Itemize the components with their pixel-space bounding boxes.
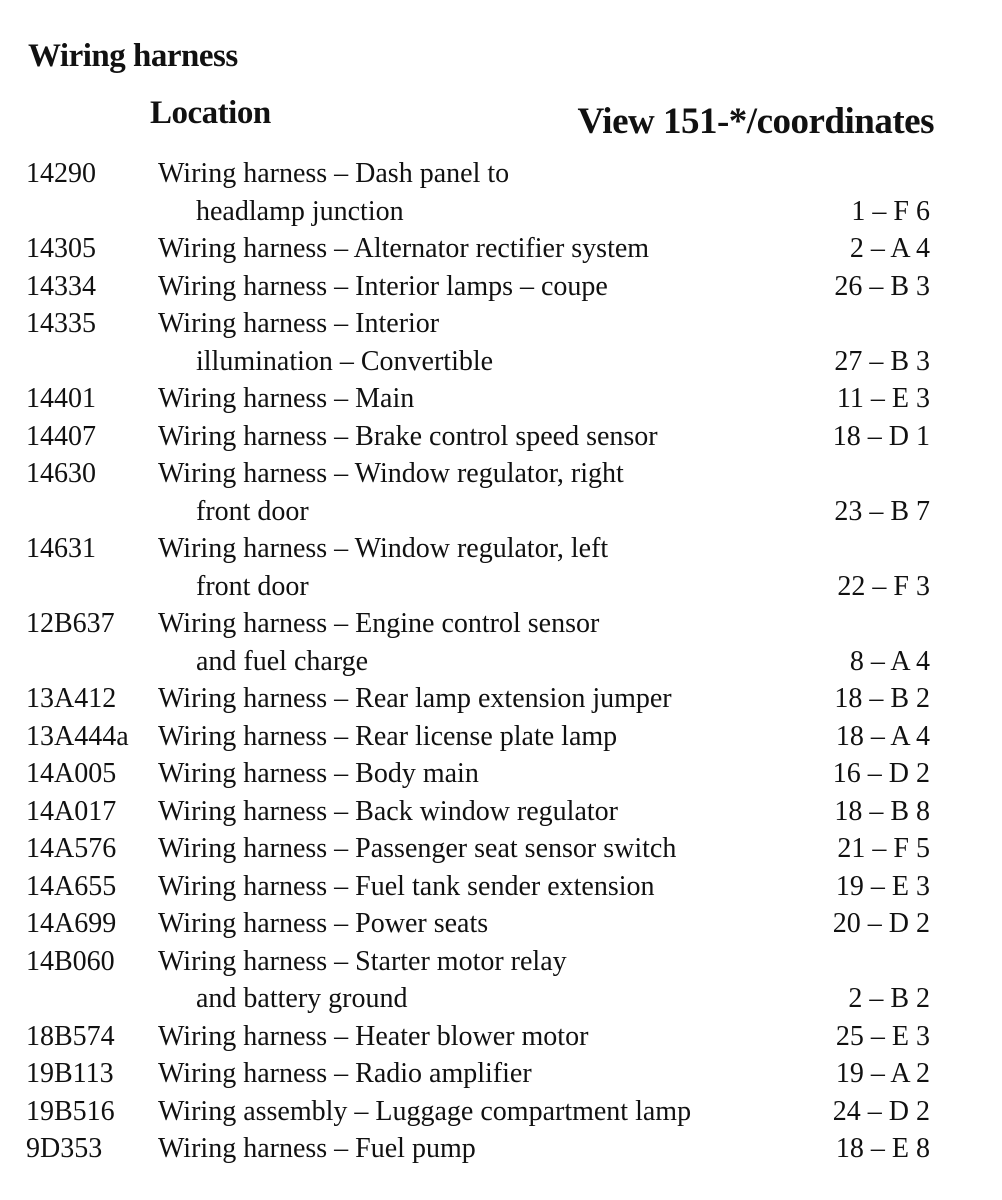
location-description: and fuel charge	[196, 643, 376, 681]
location-description: front door	[196, 568, 317, 606]
view-coordinate: 18 – B 8	[834, 795, 930, 827]
part-number: 14A017	[26, 795, 117, 827]
wiring-harness-list	[0, 155, 1002, 1168]
location-description: Wiring harness – Interior	[158, 308, 440, 339]
list-item	[0, 1055, 1002, 1093]
entry-line-continued	[0, 980, 1002, 1018]
part-number: 14334	[26, 270, 96, 302]
location-description: Wiring harness – Passenger seat sensor switch	[158, 830, 684, 868]
part-number: 14401	[26, 383, 96, 414]
view-coordinate: 22 – F 3	[837, 570, 930, 602]
location-description: Wiring harness – Main	[158, 380, 422, 418]
part-number: 14407	[26, 420, 96, 452]
location-description: Wiring harness – Heater blower motor	[158, 1018, 596, 1056]
location-description: Wiring harness – Fuel pump	[158, 1130, 484, 1168]
location-description: and battery ground	[196, 980, 416, 1018]
entry-line	[0, 530, 1002, 568]
list-item	[0, 830, 1002, 868]
entry-line	[0, 1130, 1002, 1168]
part-number: 14A576	[26, 833, 117, 864]
view-coordinate: 24 – D 2	[832, 1095, 930, 1127]
part-number: 14630	[26, 458, 96, 489]
entry-line-continued	[0, 343, 1002, 381]
entry-line-continued	[0, 568, 1002, 606]
location-description: Wiring harness – Interior lamps – coupe	[158, 268, 616, 306]
view-coordinate: 23 – B 7	[834, 495, 930, 527]
entry-line	[0, 268, 1002, 306]
list-item	[0, 1093, 1002, 1131]
list-item	[0, 605, 1002, 680]
location-description: Wiring harness – Radio amplifier	[158, 1055, 540, 1093]
entry-line	[0, 418, 1002, 456]
entry-line-continued	[0, 193, 1002, 231]
part-number: 14A005	[26, 758, 117, 789]
entry-line-continued	[0, 493, 1002, 531]
entry-line	[0, 305, 1002, 343]
location-description: Wiring harness – Window regulator, left	[158, 533, 609, 564]
view-coordinate: 27 – B 3	[834, 345, 930, 377]
column-header-location: Location	[150, 95, 271, 131]
list-item	[0, 793, 1002, 831]
entry-line	[0, 718, 1002, 756]
list-item	[0, 155, 1002, 230]
view-coordinate: 26 – B 3	[834, 270, 930, 302]
part-number: 14A655	[26, 870, 117, 902]
entry-line	[0, 830, 1002, 868]
list-item	[0, 530, 1002, 605]
part-number: 14335	[26, 308, 96, 339]
location-description: Wiring assembly – Luggage compartment lamp	[158, 1093, 699, 1131]
view-coordinate: 20 – D 2	[832, 908, 930, 939]
list-item	[0, 755, 1002, 793]
part-number: 14A699	[26, 908, 117, 939]
list-item	[0, 268, 1002, 306]
part-number: 14290	[26, 158, 96, 189]
part-number: 14B060	[26, 945, 115, 977]
part-number: 12B637	[26, 608, 115, 639]
location-description: Wiring harness – Window regulator, right	[158, 458, 624, 489]
view-coordinate: 8 – A 4	[849, 645, 930, 677]
location-description: Wiring harness – Fuel tank sender extension	[158, 868, 663, 906]
view-coordinate: 18 – E 8	[835, 1133, 930, 1164]
list-item	[0, 380, 1002, 418]
part-number: 14305	[26, 233, 96, 264]
list-item	[0, 455, 1002, 530]
part-number: 14631	[26, 533, 96, 564]
list-item	[0, 230, 1002, 268]
location-description: Wiring harness – Starter motor relay	[158, 945, 567, 977]
location-description: Wiring harness – Engine control sensor	[158, 608, 600, 639]
entry-line	[0, 943, 1002, 981]
part-number: 18B574	[26, 1020, 115, 1052]
column-header-view-coordinates: View 151-*/coordinates	[577, 101, 934, 142]
view-coordinate: 2 – B 2	[848, 983, 930, 1014]
view-coordinate: 2 – A 4	[849, 233, 930, 264]
location-description: illumination – Convertible	[196, 343, 501, 381]
view-coordinate: 18 – B 2	[834, 683, 930, 714]
entry-line	[0, 1093, 1002, 1131]
entry-line	[0, 755, 1002, 793]
entry-line	[0, 230, 1002, 268]
list-item	[0, 943, 1002, 1018]
entry-line	[0, 868, 1002, 906]
location-description: Wiring harness – Back window regulator	[158, 793, 626, 831]
view-coordinate: 21 – F 5	[837, 833, 930, 864]
view-coordinate: 16 – D 2	[832, 758, 930, 789]
entry-line	[0, 380, 1002, 418]
location-description: headlamp junction	[196, 193, 412, 231]
entry-line	[0, 905, 1002, 943]
entry-line	[0, 1055, 1002, 1093]
entry-line-continued	[0, 643, 1002, 681]
entry-line	[0, 1018, 1002, 1056]
part-number: 19B516	[26, 1095, 115, 1127]
list-item	[0, 305, 1002, 380]
list-item	[0, 718, 1002, 756]
location-description: Wiring harness – Body main	[158, 755, 487, 793]
view-coordinate: 19 – A 2	[835, 1058, 930, 1089]
list-item	[0, 418, 1002, 456]
part-number: 13A444a	[26, 720, 129, 752]
entry-line	[0, 155, 1002, 193]
part-number: 19B113	[26, 1058, 114, 1089]
view-coordinate: 18 – D 1	[832, 420, 930, 452]
location-description: Wiring harness – Power seats	[158, 905, 496, 943]
part-number: 9D353	[26, 1133, 103, 1164]
view-coordinate: 25 – E 3	[835, 1020, 930, 1052]
entry-line	[0, 455, 1002, 493]
entry-line	[0, 680, 1002, 718]
list-item	[0, 868, 1002, 906]
view-coordinate: 18 – A 4	[835, 720, 930, 752]
view-coordinate: 1 – F 6	[851, 195, 930, 227]
entry-line	[0, 605, 1002, 643]
location-description: Wiring harness – Dash panel to	[158, 158, 510, 189]
list-item	[0, 1018, 1002, 1056]
location-description: Wiring harness – Rear lamp extension jumper	[158, 680, 680, 718]
list-item	[0, 1130, 1002, 1168]
view-coordinate: 19 – E 3	[835, 870, 930, 902]
page-title: Wiring harness	[28, 38, 238, 74]
list-item	[0, 905, 1002, 943]
location-description: Wiring harness – Brake control speed sensor	[158, 418, 666, 456]
list-item	[0, 680, 1002, 718]
part-number: 13A412	[26, 683, 117, 714]
location-description: Wiring harness – Alternator rectifier system	[158, 230, 657, 268]
entry-line	[0, 793, 1002, 831]
location-description: Wiring harness – Rear license plate lamp	[158, 718, 625, 756]
view-coordinate: 11 – E 3	[836, 383, 930, 414]
location-description: front door	[196, 493, 317, 531]
